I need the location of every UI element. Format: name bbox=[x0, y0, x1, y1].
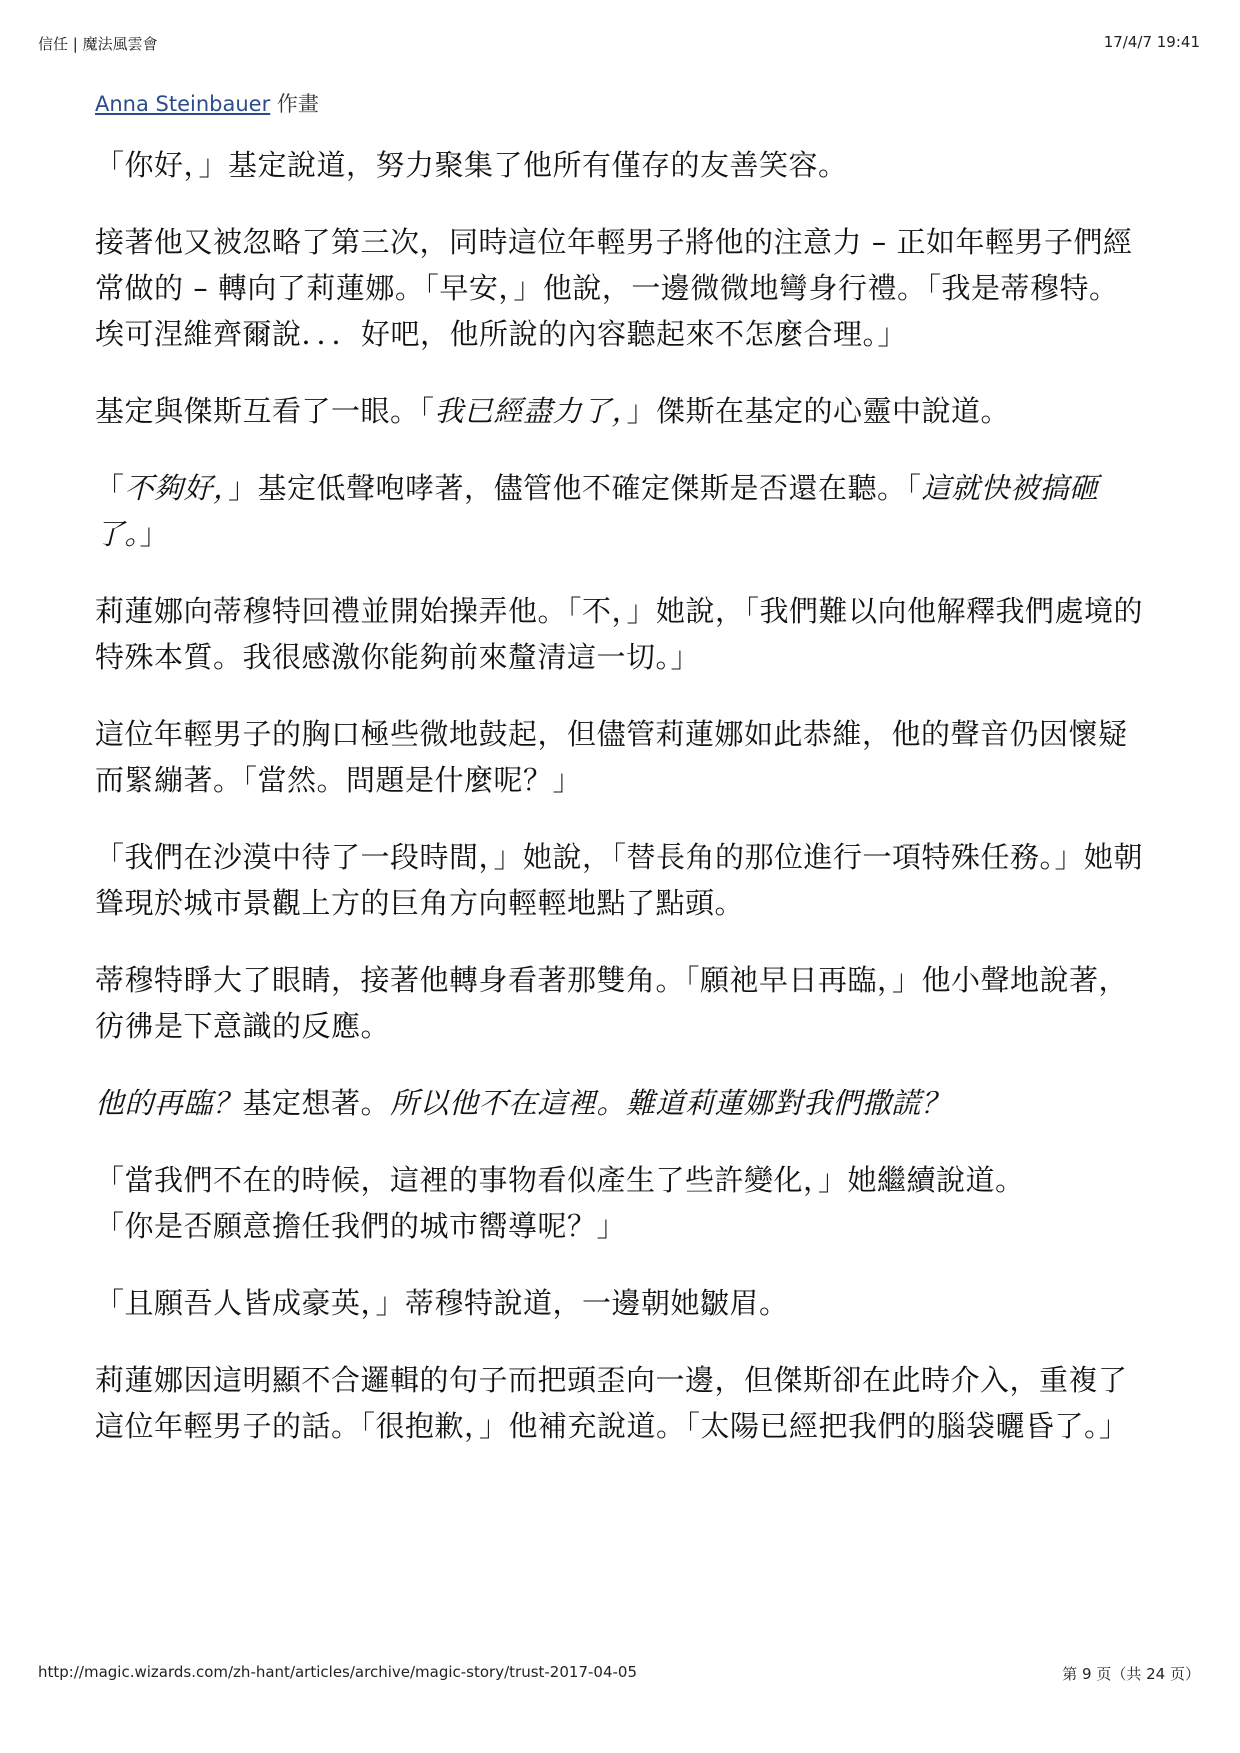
paragraph-6: 這位年輕男子的胸口極些微地鼓起，但儘管莉蓮娜如此恭維，他的聲音仍因懷疑而緊繃著。「當然。問題是什麼呢？」 bbox=[95, 717, 1128, 797]
p4-italic-b: 不夠好， bbox=[124, 471, 229, 505]
page-number: 第 9 页（共 24 页） bbox=[1062, 1665, 1200, 1683]
paragraph-1: 「你好，」基定說道，努力聚集了他所有僅存的友善笑容。 bbox=[95, 148, 848, 182]
p4-text-e: 」 bbox=[139, 517, 170, 551]
print-footer bbox=[38, 1663, 1200, 1684]
article-body bbox=[95, 88, 1145, 1480]
paragraph-10 bbox=[95, 1157, 1145, 1249]
art-credit bbox=[95, 88, 1145, 118]
paragraph-3 bbox=[95, 388, 1145, 434]
p10-line-a: 「當我們不在的時候，這裡的事物看似產生了些許變化，」她繼續說道。 bbox=[95, 1163, 1025, 1197]
p9-text-b: 基定想著。 bbox=[242, 1086, 391, 1120]
page-title: 信任 | 魔法風雲會 bbox=[38, 35, 158, 53]
credit-suffix: 作畫 bbox=[270, 92, 319, 116]
p3-italic: 我已經盡力了， bbox=[434, 394, 627, 428]
print-datetime: 17/4/7 19:41 bbox=[1103, 33, 1200, 51]
paragraph-5: 莉蓮娜向蒂穆特回禮並開始操弄他。「不，」她說，「我們難以向他解釋我們處境的特殊本質。我很感激你能夠前來釐清這一切。」 bbox=[95, 594, 1144, 674]
paragraph-9 bbox=[95, 1080, 1145, 1126]
paragraph-2: 接著他又被忽略了第三次，同時這位年輕男子將他的注意力 – 正如年輕男子們經常做的 – 轉向了莉蓮娜。「早安，」他說，一邊微微地彎身行禮。「我是蒂穆特。埃可涅維齊爾說．．．好吧，他所說的內容聽起來不怎麼合理。」 bbox=[95, 225, 1133, 351]
artist-link[interactable]: Anna Steinbauer bbox=[95, 92, 271, 116]
p3-text-c: 」傑斯在基定的心靈中說道。 bbox=[626, 394, 1011, 428]
p4-italic-d: 這就快被搞砸了。 bbox=[95, 471, 1099, 551]
p9-italic-c: 所以他不在這裡。難道莉蓮娜對我們撒謊？ bbox=[390, 1086, 951, 1120]
paragraph-12: 莉蓮娜因這明顯不合邏輯的句子而把頭歪向一邊，但傑斯卻在此時介入，重複了這位年輕男子的話。「很抱歉，」他補充說道。「太陽已經把我們的腦袋曬昏了。」 bbox=[95, 1363, 1129, 1443]
print-header bbox=[38, 33, 1200, 54]
p4-text-a: 「 bbox=[95, 471, 125, 505]
p10-line-b: 「你是否願意擔任我們的城市嚮導呢？」 bbox=[95, 1209, 627, 1243]
p3-text-a: 基定與傑斯互看了一眼。「 bbox=[95, 394, 435, 428]
p4-text-c: 」基定低聲咆哮著，儘管他不確定傑斯是否還在聽。「 bbox=[228, 471, 922, 505]
p9-italic-a: 他的再臨？ bbox=[95, 1086, 243, 1120]
page-url: http://magic.wizards.com/zh-hant/articles/archive/magic-story/trust-2017-04-05 bbox=[38, 1663, 637, 1681]
paragraph-7: 「我們在沙漠中待了一段時間，」她說，「替長角的那位進行一項特殊任務。」她朝聳現於城市景觀上方的巨角方向輕輕地點了點頭。 bbox=[95, 840, 1144, 920]
paragraph-11: 「且願吾人皆成豪英，」蒂穆特說道，一邊朝她皺眉。 bbox=[95, 1286, 789, 1320]
paragraph-4 bbox=[95, 465, 1145, 557]
paragraph-8: 蒂穆特睜大了眼睛，接著他轉身看著那雙角。「願祂早日再臨，」他小聲地說著，彷彿是下意識的反應。 bbox=[95, 963, 1129, 1043]
